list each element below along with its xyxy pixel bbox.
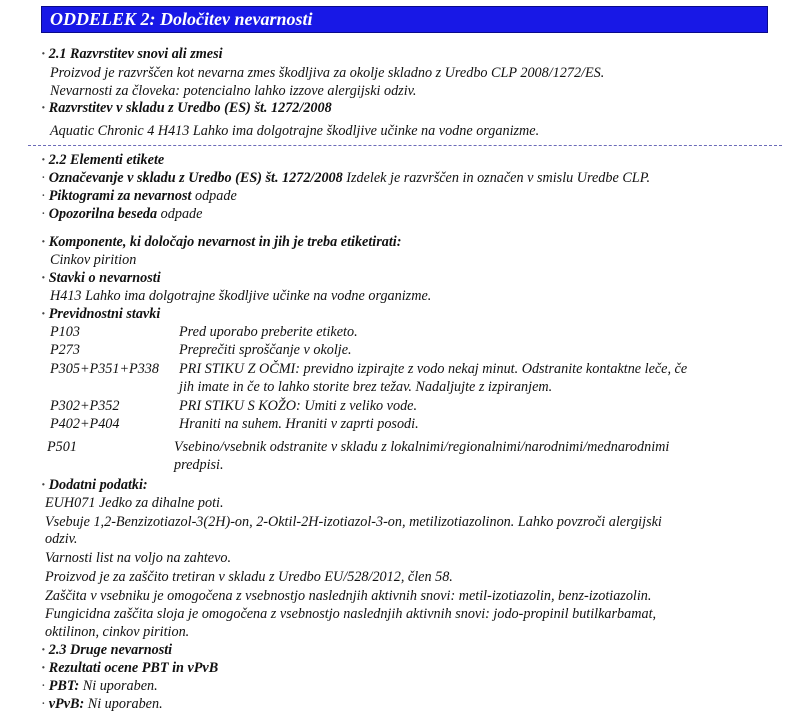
- hazard-statement: H413 Lahko ima dolgotrajne škodljive učinke na vodne organizme.: [50, 288, 432, 304]
- additional-line: Proizvod je za zaščito tretiran v skladu z Uredbo EU/528/2012, člen 58.: [45, 569, 453, 585]
- additional-line: Zaščita v vsebniku je omogočena z vsebnostjo naslednjih aktivnih snovi: metil-izotiazolin, benz-izotiazolin.: [45, 588, 652, 604]
- s22-heading: · 2.2 Elementi etikete: [41, 152, 165, 168]
- s22-signal-line: · Opozorilna beseda odpade: [41, 206, 203, 222]
- pbt-heading: · Rezultati ocene PBT in vPvB: [41, 660, 219, 676]
- p-code: P302+P352: [50, 398, 120, 414]
- additional-line: Vsebuje 1,2-Benzizotiazol-3(2H)-on, 2-Oktil-2H-izotiazol-3-on, metilizotiazolinon. Lahko povzroči alergijski: [45, 514, 662, 530]
- section-title: ODDELEK 2: Določitev nevarnosti: [50, 9, 313, 29]
- p-code: P305+P351+P338: [50, 361, 159, 377]
- additional-heading: · Dodatni podatki:: [41, 477, 148, 493]
- additional-line: Varnosti list na voljo na zahtevo.: [45, 550, 232, 566]
- additional-line: oktilinon, cinkov pirition.: [45, 624, 190, 640]
- p-code: P103: [50, 324, 80, 340]
- vpvb-line: · vPvB: Ni uporaben.: [41, 696, 163, 712]
- p-text: PRI STIKU S KOŽO: Umiti z veliko vode.: [179, 398, 418, 414]
- p-text: Pred uporabo preberite etiketo.: [179, 324, 358, 340]
- pbt-line: · PBT: Ni uporaben.: [41, 678, 158, 694]
- additional-line: Fungicidna zaščita sloja je omogočena z vsebnostjo naslednjih aktivnih snovi: jodo-propinil butilkarbamat,: [45, 606, 657, 622]
- s21-classification: Aquatic Chronic 4 H413 Lahko ima dolgotrajne škodljive učinke na vodne organizme.: [50, 123, 540, 139]
- section-divider: [28, 145, 782, 146]
- p-text-cont: predpisi.: [174, 457, 224, 473]
- additional-line: EUH071 Jedko za dihalne poti.: [45, 495, 224, 511]
- additional-line: odziv.: [45, 531, 78, 547]
- components-heading: · Komponente, ki določajo nevarnost in jih je treba etiketirati:: [41, 234, 402, 250]
- s23-heading: · 2.3 Druge nevarnosti: [41, 642, 173, 658]
- s21-line2: Nevarnosti za človeka: potencialno lahko izzove alergijski odziv.: [50, 83, 417, 99]
- precaution-heading: · Previdnostni stavki: [41, 306, 161, 322]
- s21-line1: Proizvod je razvrščen kot nevarna zmes škodljiva za okolje skladno z Uredbo CLP 2008/1272/ES.: [50, 65, 605, 81]
- p-code: P501: [47, 439, 77, 455]
- p-text: PRI STIKU Z OČMI: previdno izpirajte z vodo nekaj minut. Odstranite kontaktne leče, če: [179, 361, 688, 377]
- p-text: Hraniti na suhem. Hraniti v zaprti posodi.: [179, 416, 419, 432]
- hazard-heading: · Stavki o nevarnosti: [41, 270, 161, 286]
- p-text-cont: jih imate in če to lahko storite brez težav. Nadaljujte z izpiranjem.: [179, 379, 553, 395]
- component-item: Cinkov pirition: [50, 252, 137, 268]
- s22-pictogram-line: · Piktogrami za nevarnost odpade: [41, 188, 237, 204]
- s22-label-line: · Označevanje v skladu z Uredbo (ES) št. 1272/2008 Izdelek je razvrščen in označen v smislu Uredbe CLP.: [41, 170, 651, 186]
- p-code: P402+P404: [50, 416, 120, 432]
- section-header: [41, 6, 768, 33]
- s21-heading: · 2.1 Razvrstitev snovi ali zmesi: [41, 46, 223, 62]
- p-text: Preprečiti sproščanje v okolje.: [179, 342, 352, 358]
- p-code: P273: [50, 342, 80, 358]
- s21-sub-heading: · Razvrstitev v skladu z Uredbo (ES) št. 1272/2008: [41, 100, 332, 116]
- p-text: Vsebino/vsebnik odstranite v skladu z lokalnimi/regionalnimi/narodnimi/mednarodnimi: [174, 439, 670, 455]
